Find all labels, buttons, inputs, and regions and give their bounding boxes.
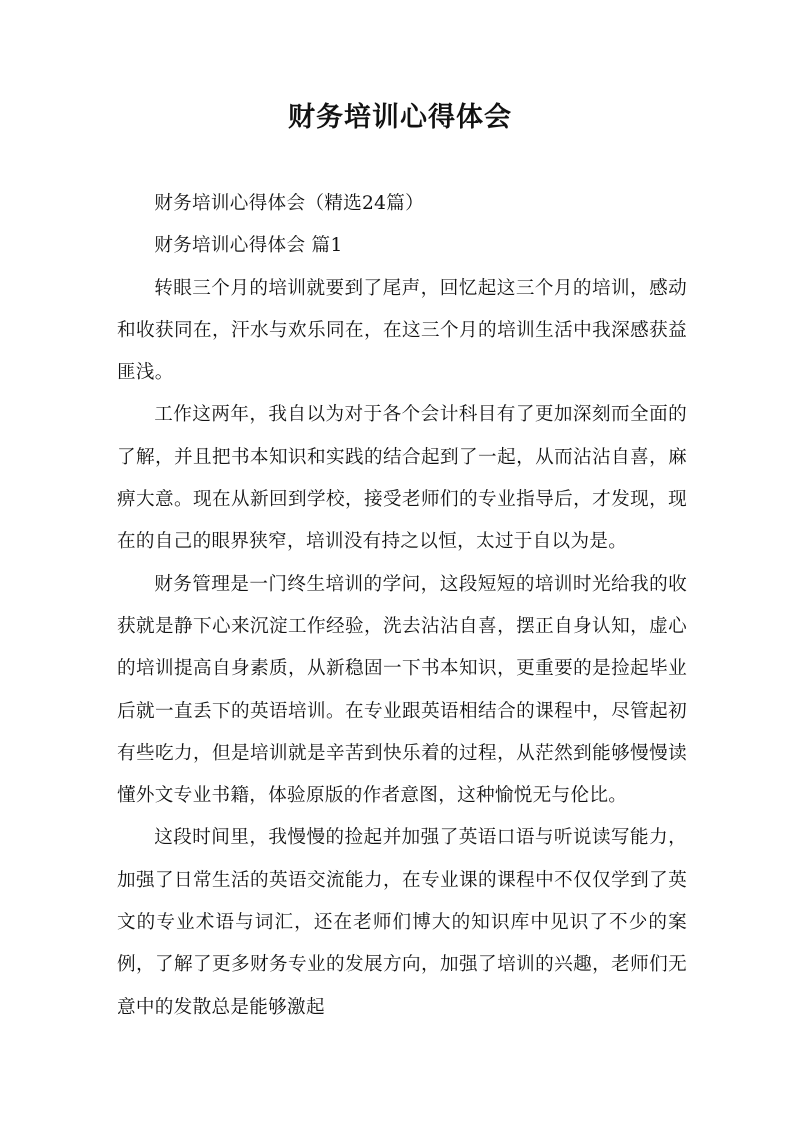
section-heading: 财务培训心得体会 篇1 xyxy=(154,235,343,257)
body-paragraph: 财务管理是一门终生培训的学问，这段短短的培训时光给我的收获就是静下心来沉淀工作经验，洗去沾沾自喜，摆正自身认知，虚心的培训提高自身素质，从新稳固一下书本知识，更重要的是捡起毕业后就一直丢下的英语培训。在专业跟英语相结合的课程中，尽管起初有些吃力，但是培训就是辛苦到快乐着的过程，从茫然到能够慢慢读懂外文专业书籍，体验原版的作者意图，这种愉悦无与伦比。 xyxy=(117,573,687,807)
body-paragraph: 工作这两年，我自以为对于各个会计科目有了更加深刻而全面的了解，并且把书本知识和实践的结合起到了一起，从而沾沾自喜，麻痹大意。现在从新回到学校，接受老师们的专业指导后，才发现，现在的自己的眼界狭窄，培训没有持之以恒，太过于自以为是。 xyxy=(117,404,687,553)
body-paragraph: 这段时间里，我慢慢的捡起并加强了英语口语与听说读写能力，加强了日常生活的英语交流能力，在专业课的课程中不仅仅学到了英文的专业术语与词汇，还在老师们博大的知识库中见识了不少的案例，了解了更多财务专业的发展方向，加强了培训的兴趣，老师们无意中的发散总是能够激起 xyxy=(117,827,687,1018)
body-paragraph: 转眼三个月的培训就要到了尾声，回忆起这三个月的培训，感动和收获同在，汗水与欢乐同在，在这三个月的培训生活中我深感获益匪浅。 xyxy=(117,277,687,384)
subtitle-paragraph: 财务培训心得体会（精选24篇） xyxy=(154,193,425,214)
document-body xyxy=(117,183,687,1029)
document-title: 财务培训心得体会 xyxy=(288,102,512,133)
